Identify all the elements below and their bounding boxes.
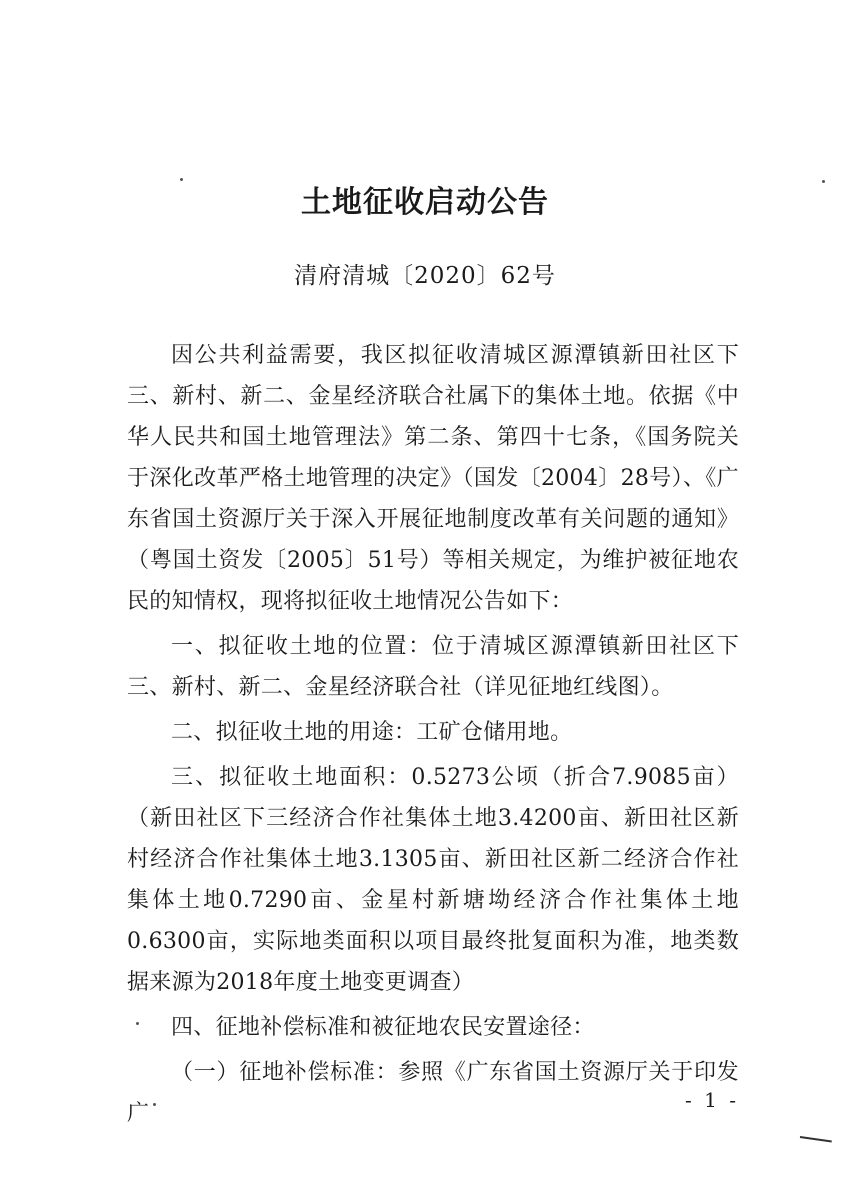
paragraph-preamble: 因公共利益需要，我区拟征收清城区源潭镇新田社区下三、新村、新二、金星经济联合社属下的集体土地。依据《中华人民共和国土地管理法》第二条、第四十七条，《国务院关于深化改革严格土地管理的决定》（国发〔2004〕28号）、《广东省国土资源厅关于深入开展征地制度改革有关问题的通知》（粤国土资发〔2005〕51号）等相关规定，为维护被征地农民的知情权，现将拟征收土地情况公告如下： <box>127 343 739 614</box>
paragraph-compensation-heading: 四、征地补偿标准和被征地农民安置途径： <box>171 1015 595 1040</box>
paragraph-compensation-standard: （一）征地补偿标准：参照《广东省国土资源厅关于印发广 <box>127 1060 739 1126</box>
paragraph-location: 一、拟征收土地的位置：位于清城区源潭镇新田社区下三、新村、新二、金星经济联合社（详见征地红线图）。 <box>127 634 739 700</box>
scan-speck <box>822 180 825 183</box>
document-number: 清府清城〔2020〕62号 <box>294 263 556 289</box>
document-body <box>127 335 739 1134</box>
scan-speck <box>153 1103 156 1106</box>
scan-speck <box>136 1022 139 1025</box>
scan-speck <box>180 178 183 181</box>
paragraph-usage: 二、拟征收土地的用途：工矿仓储用地。 <box>171 720 573 745</box>
page-number: - 1 - <box>685 1088 739 1112</box>
document-title: 土地征收启动公告 <box>301 185 549 220</box>
scan-artifact-line <box>800 1136 832 1142</box>
paragraph-area: 三、拟征收土地面积：0.5273公顷（折合7.9085亩）（新田社区下三经济合作社集体土地3.4200亩、新田社区新村经济合作社集体土地3.1305亩、新田社区新二经济合作社集体土地0.7290亩、金星村新塘坳经济合作社集体土地0.6300亩，实际地类面积以项目最终批复面积为准，地类数据来源为2018年度土地变更调查） <box>127 765 739 995</box>
